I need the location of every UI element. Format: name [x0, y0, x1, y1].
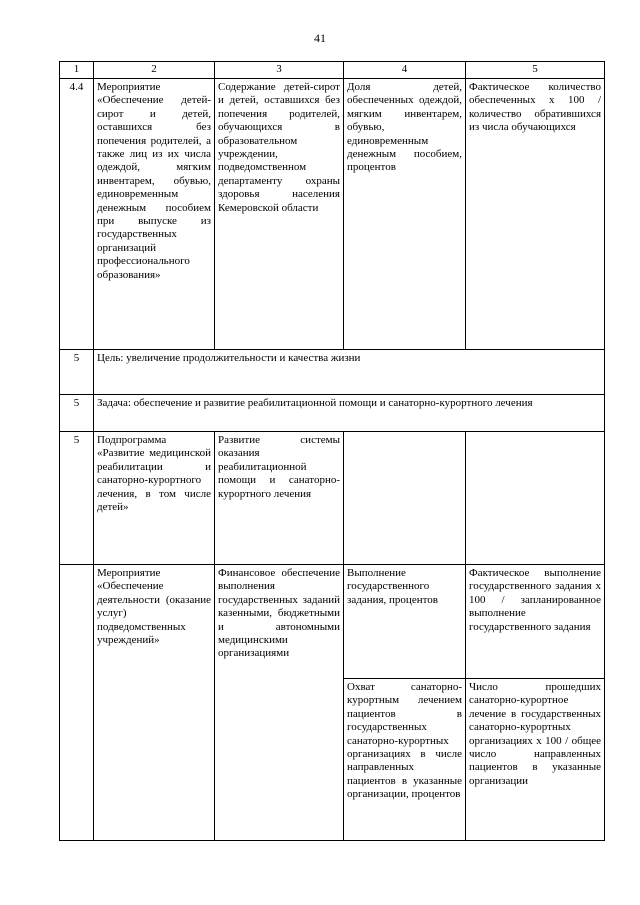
row-number: 5	[60, 395, 94, 432]
table-row	[60, 395, 605, 432]
row-number: 5	[60, 432, 94, 565]
goal-cell: Финансовое обеспечение выполнения государственных заданий казенными, бюджетными и автономными медицинскими организациями	[215, 565, 344, 841]
table-row	[60, 79, 605, 350]
table-row	[60, 565, 605, 679]
header-row	[60, 62, 605, 79]
indicators-table	[59, 61, 605, 841]
formula-cell: Фактическое выполнение государственного задания х 100 / запланированное выполнение государственного задания	[466, 565, 605, 679]
table-row	[60, 350, 605, 395]
header-col-4: 4	[344, 62, 466, 79]
subprogram-cell: Подпрограмма «Развитие медицинской реабилитации и санаторно-курортного лечения, в том числе детей»	[94, 432, 215, 565]
row-number	[60, 565, 94, 841]
table-row	[60, 432, 605, 565]
indicator-cell: Доля детей, обеспеченных одеждой, мягким инвентарем, обувью, единовременным денежным пособием, процентов	[344, 79, 466, 350]
formula-cell: Фактическое количество обеспеченных х 100 / количество обратившихся из числа обучающихся	[466, 79, 605, 350]
goal-cell: Развитие системы оказания реабилитационной помощи и санаторно-курортного лечения	[215, 432, 344, 565]
indicator-cell	[344, 432, 466, 565]
header-col-2: 2	[94, 62, 215, 79]
page-number: 41	[314, 31, 326, 45]
header-col-1: 1	[60, 62, 94, 79]
goal-cell: Содержание детей-сирот и детей, оставшихся без попечения родителей, обучающихся в образовательном учреждении, подведомственном департаменту охраны здоровья населения Кемеровской области	[215, 79, 344, 350]
header-col-5: 5	[466, 62, 605, 79]
indicator-cell: Охват санаторно-курортным лечением пациентов в государственных санаторно-курортных организациях в числе направленных пациентов в указанные организации, процентов	[344, 679, 466, 841]
event-cell: Мероприятие «Обеспечение детей-сирот и детей, оставшихся без попечения родителей, а также лиц из их числа одеждой, мягким инвентарем, обувью, единовременным денежным пособием при выпуске из государственных организаций профессионального образования»	[94, 79, 215, 350]
formula-cell	[466, 432, 605, 565]
row-number: 5	[60, 350, 94, 395]
indicator-cell: Выполнение государственного задания, процентов	[344, 565, 466, 679]
goal-statement: Цель: увеличение продолжительности и качества жизни	[94, 350, 605, 395]
header-col-3: 3	[215, 62, 344, 79]
row-number: 4.4	[60, 79, 94, 350]
event-cell: Мероприятие «Обеспечение деятельности (оказание услуг) подведомственных учреждений»	[94, 565, 215, 841]
formula-cell: Число прошедших санаторно-курортное лечение в государственных санаторно-курортных организациях х 100 / общее число направленных пациентов в указанные организации	[466, 679, 605, 841]
task-statement: Задача: обеспечение и развитие реабилитационной помощи и санаторно-курортного лечения	[94, 395, 605, 432]
